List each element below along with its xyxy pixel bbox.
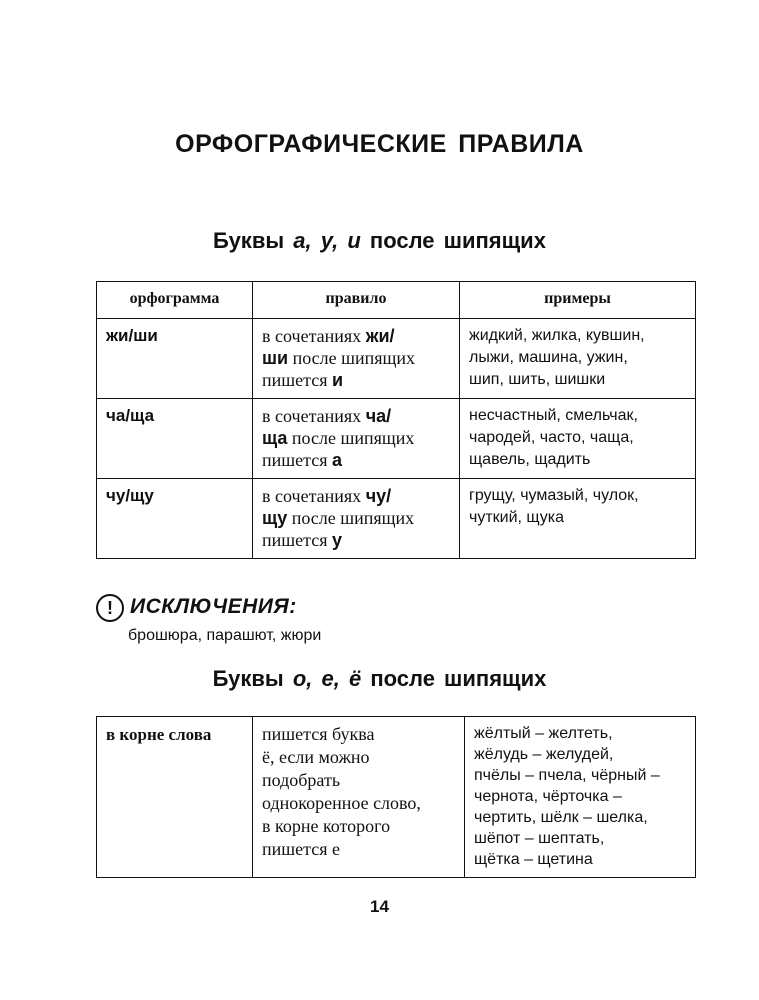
exclamation-circle-icon: ! <box>96 594 124 622</box>
table-row <box>97 319 696 399</box>
exceptions-words: брошюра, парашют, жюри <box>128 627 322 644</box>
section-title-1 <box>0 228 759 254</box>
header-orthogram: орфограмма <box>97 282 253 319</box>
header-examples: примеры <box>460 282 696 319</box>
rule-cell: пишется буква ё, если можно подобрать однокоренное слово, в корне которого пишется е <box>253 717 465 878</box>
rule-cell: в сочетаниях жи/ ши после шипящих пишется и <box>253 319 460 399</box>
rules-table-2 <box>96 716 696 878</box>
examples-cell: жёлтый – желтеть, жёлудь – желудей, пчёлы – пчела, чёрный – чернота, чёрточка – чертить, шёлк – шелка, шёпот – шептать, щётка – щетина <box>465 717 696 878</box>
orthogram-cell: ча/ща <box>97 399 253 479</box>
rule-cell: в сочетаниях чу/ щу после шипящих пишется у <box>253 479 460 559</box>
header-rule: правило <box>253 282 460 319</box>
section-title-letters: а, у, и <box>293 228 361 253</box>
orthogram-cell: жи/ши <box>97 319 253 399</box>
rule-cell: в сочетаниях ча/ ща после шипящих пишется а <box>253 399 460 479</box>
table-row <box>97 717 696 878</box>
page-title: ОРФОГРАФИЧЕСКИЕ ПРАВИЛА <box>175 130 584 158</box>
exceptions-block <box>96 594 596 626</box>
section-title-prefix: Буквы <box>212 666 284 691</box>
orthogram-cell: чу/щу <box>97 479 253 559</box>
rules-table-1 <box>96 281 696 559</box>
examples-cell: грущу, чумазый, чулок, чуткий, щука <box>460 479 696 559</box>
examples-cell: жидкий, жилка, кувшин, лыжи, машина, ужин, шип, шить, шишки <box>460 319 696 399</box>
section-title-prefix: Буквы <box>213 228 285 253</box>
page-number: 14 <box>370 897 389 916</box>
exceptions-label: ИСКЛЮЧЕНИЯ: <box>130 595 297 618</box>
table-row <box>97 399 696 479</box>
orthogram-cell: в корне слова <box>97 717 253 878</box>
table-header-row <box>97 282 696 319</box>
section-title-suffix: после шипящих <box>370 666 547 691</box>
examples-cell: несчастный, смельчак, чародей, часто, чаща, щавель, щадить <box>460 399 696 479</box>
section-title-suffix: после шипящих <box>369 228 546 253</box>
section-title-letters: о, е, ё <box>292 666 362 691</box>
table-row <box>97 479 696 559</box>
section-title-2 <box>0 666 759 692</box>
